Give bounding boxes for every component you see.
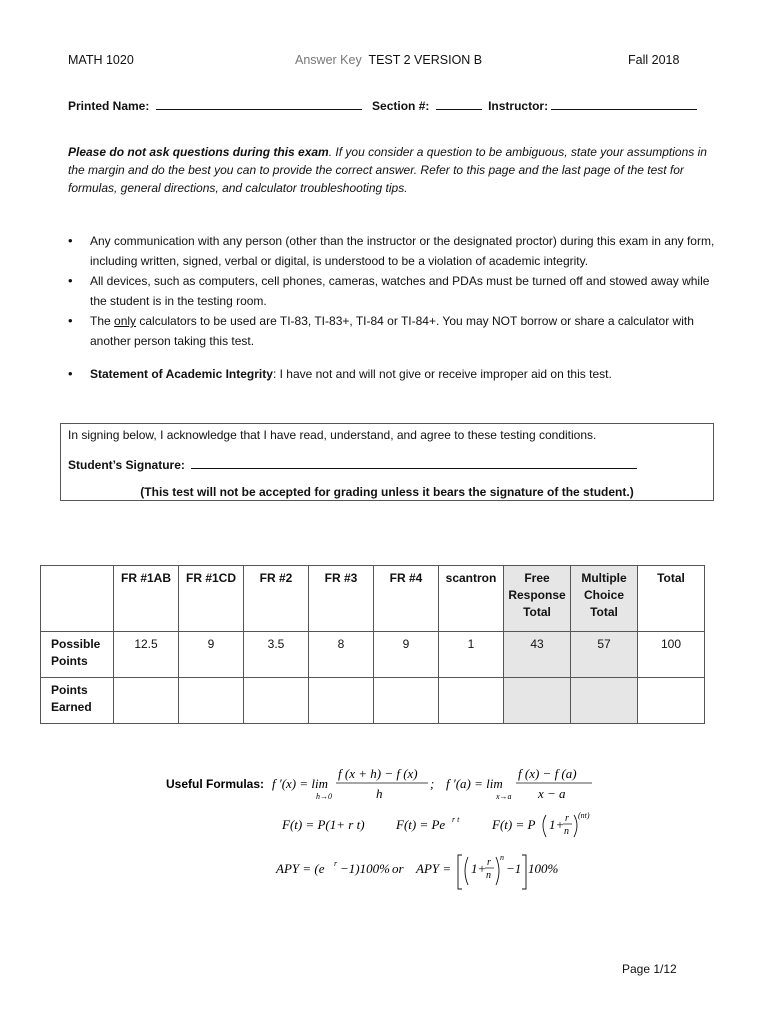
interest-formulas: [281, 811, 590, 837]
svg-text:x→a: x→a: [496, 792, 512, 801]
table-cell: 57: [571, 632, 638, 678]
table-cell: 8: [309, 632, 374, 678]
table-cell: 43: [504, 632, 571, 678]
section-label: Section #:: [372, 99, 430, 113]
table-cell[interactable]: [309, 678, 374, 724]
svg-text:x − a: x − a: [538, 786, 566, 801]
integrity-label: Statement of Academic Integrity: [90, 367, 273, 381]
svg-text:−1: −1: [506, 861, 522, 876]
col-header: FR #1CD: [179, 566, 244, 632]
svg-text:F(t) = P: F(t) = P: [492, 817, 536, 832]
page-number: Page 1/12: [622, 962, 677, 976]
instructor-field[interactable]: [551, 98, 697, 110]
svg-text:F(t) = P(1+ r t): F(t) = P(1+ r t): [282, 817, 365, 832]
table-cell: 9: [374, 632, 439, 678]
test-version: TEST 2 VERSION B: [368, 53, 483, 67]
svg-text:f (x) − f (a): f (x) − f (a): [518, 766, 577, 781]
rule-communication: • Any communication with any person (other than the instructor or the designated proctor) during this exam in any form, including written, signed, verbal or digital, is understood to be a violation of academic integrity.: [68, 231, 718, 271]
svg-text:f ′(x) = lim: f ′(x) = lim: [272, 776, 329, 791]
section-field[interactable]: [436, 98, 482, 110]
svg-text:n: n: [564, 826, 569, 837]
corner-cell: [41, 566, 114, 632]
table-row: [41, 678, 705, 724]
instructions-text: . If you consider a question to be ambiguous, state your assumptions in the margin and do the best you can to provide the correct answer. Refer to this page and the last page of the test for formulas, general directions, and calculator troubleshooting tips.: [68, 145, 707, 195]
svg-text:r: r: [565, 813, 569, 824]
col-header: FR #2: [244, 566, 309, 632]
table-cell[interactable]: [114, 678, 179, 724]
score-table: [40, 565, 705, 724]
svg-text:APY = (e: APY = (e: [276, 861, 325, 876]
table-cell: 1: [439, 632, 504, 678]
svg-text:h: h: [376, 786, 383, 801]
svg-text:F(t) = Pe: F(t) = Pe: [396, 817, 446, 832]
table-cell[interactable]: [374, 678, 439, 724]
table-cell: 9: [179, 632, 244, 678]
course-code: MATH 1020: [68, 53, 134, 67]
table-cell[interactable]: [638, 678, 705, 724]
integrity-text: : I have not and will not give or receive improper aid on this test.: [272, 367, 612, 381]
score-table-header: [41, 566, 705, 632]
col-header: scantron: [439, 566, 504, 632]
derivative-formula: [272, 766, 592, 801]
table-cell[interactable]: [571, 678, 638, 724]
term: Fall 2018: [628, 53, 680, 67]
signature-label: Student’s Signature:: [68, 458, 185, 472]
table-cell[interactable]: [504, 678, 571, 724]
svg-text:100%: 100%: [528, 861, 559, 876]
row-header: Points Earned: [41, 678, 114, 724]
table-cell[interactable]: [439, 678, 504, 724]
rule-calculators: [68, 311, 718, 351]
col-header: Multiple Choice Total: [571, 566, 638, 632]
svg-text:(nt): (nt): [578, 811, 590, 820]
printed-name-label: Printed Name:: [68, 99, 150, 113]
instructor-label: Instructor:: [488, 99, 549, 113]
col-header: FR #4: [374, 566, 439, 632]
col-header: Free Response Total: [504, 566, 571, 632]
table-cell[interactable]: [244, 678, 309, 724]
svg-text:APY =: APY =: [416, 861, 452, 876]
calc-rule-pre: The: [90, 314, 115, 328]
student-info-row: [68, 98, 708, 113]
col-header: FR #3: [309, 566, 374, 632]
formulas-label: Useful Formulas:: [166, 777, 265, 791]
exam-rules-list: [68, 231, 718, 384]
svg-text:1+: 1+: [549, 817, 565, 832]
signature-notice: (This test will not be accepted for grading unless it bears the signature of the student.): [140, 485, 634, 499]
table-cell: 3.5: [244, 632, 309, 678]
col-header: FR #1AB: [114, 566, 179, 632]
calc-rule-post: calculators to be used are TI-83, TI-83+, TI-84 or TI-84+. You may NOT borrow or share a calculator with another person taking this test.: [90, 314, 694, 348]
svg-text:n: n: [486, 870, 491, 881]
no-questions-notice: Please do not ask questions during this exam: [68, 145, 329, 159]
table-row: [41, 632, 705, 678]
signature-box: [60, 423, 714, 501]
svg-text:1+: 1+: [471, 861, 487, 876]
svg-text:r t: r t: [452, 815, 460, 824]
table-cell[interactable]: [179, 678, 244, 724]
formula-block: [166, 763, 606, 903]
answer-key-label: Answer Key: [295, 53, 362, 67]
apy-formulas: [275, 853, 559, 889]
rule-devices: • All devices, such as computers, cell phones, cameras, watches and PDAs must be turned off and stowed away while the student is in the testing room.: [68, 271, 718, 311]
or-word: or: [392, 861, 404, 876]
svg-text:−1)100%: −1)100%: [340, 861, 390, 876]
exam-instructions: [68, 143, 708, 197]
svg-text:f ′(a) = lim: f ′(a) = lim: [446, 776, 503, 791]
row-header: Possible Points: [41, 632, 114, 678]
svg-text:n: n: [500, 853, 504, 862]
table-cell: 12.5: [114, 632, 179, 678]
calc-rule-only: only: [114, 314, 137, 328]
rule-integrity: [68, 364, 718, 384]
printed-name-field[interactable]: [156, 98, 362, 110]
table-cell: 100: [638, 632, 705, 678]
svg-text:h→0: h→0: [316, 792, 332, 801]
svg-text:f (x + h) − f (x): f (x + h) − f (x): [338, 766, 418, 781]
agreement-text: In signing below, I acknowledge that I have read, understand, and agree to these testing conditions.: [68, 428, 597, 442]
svg-text:;: ;: [430, 776, 435, 791]
col-header: Total: [638, 566, 705, 632]
useful-formulas: [166, 763, 606, 903]
signature-field[interactable]: [191, 457, 637, 469]
test-title: [295, 53, 482, 67]
signature-row: [68, 457, 640, 472]
svg-text:r: r: [487, 857, 491, 868]
svg-text:r: r: [334, 859, 338, 868]
